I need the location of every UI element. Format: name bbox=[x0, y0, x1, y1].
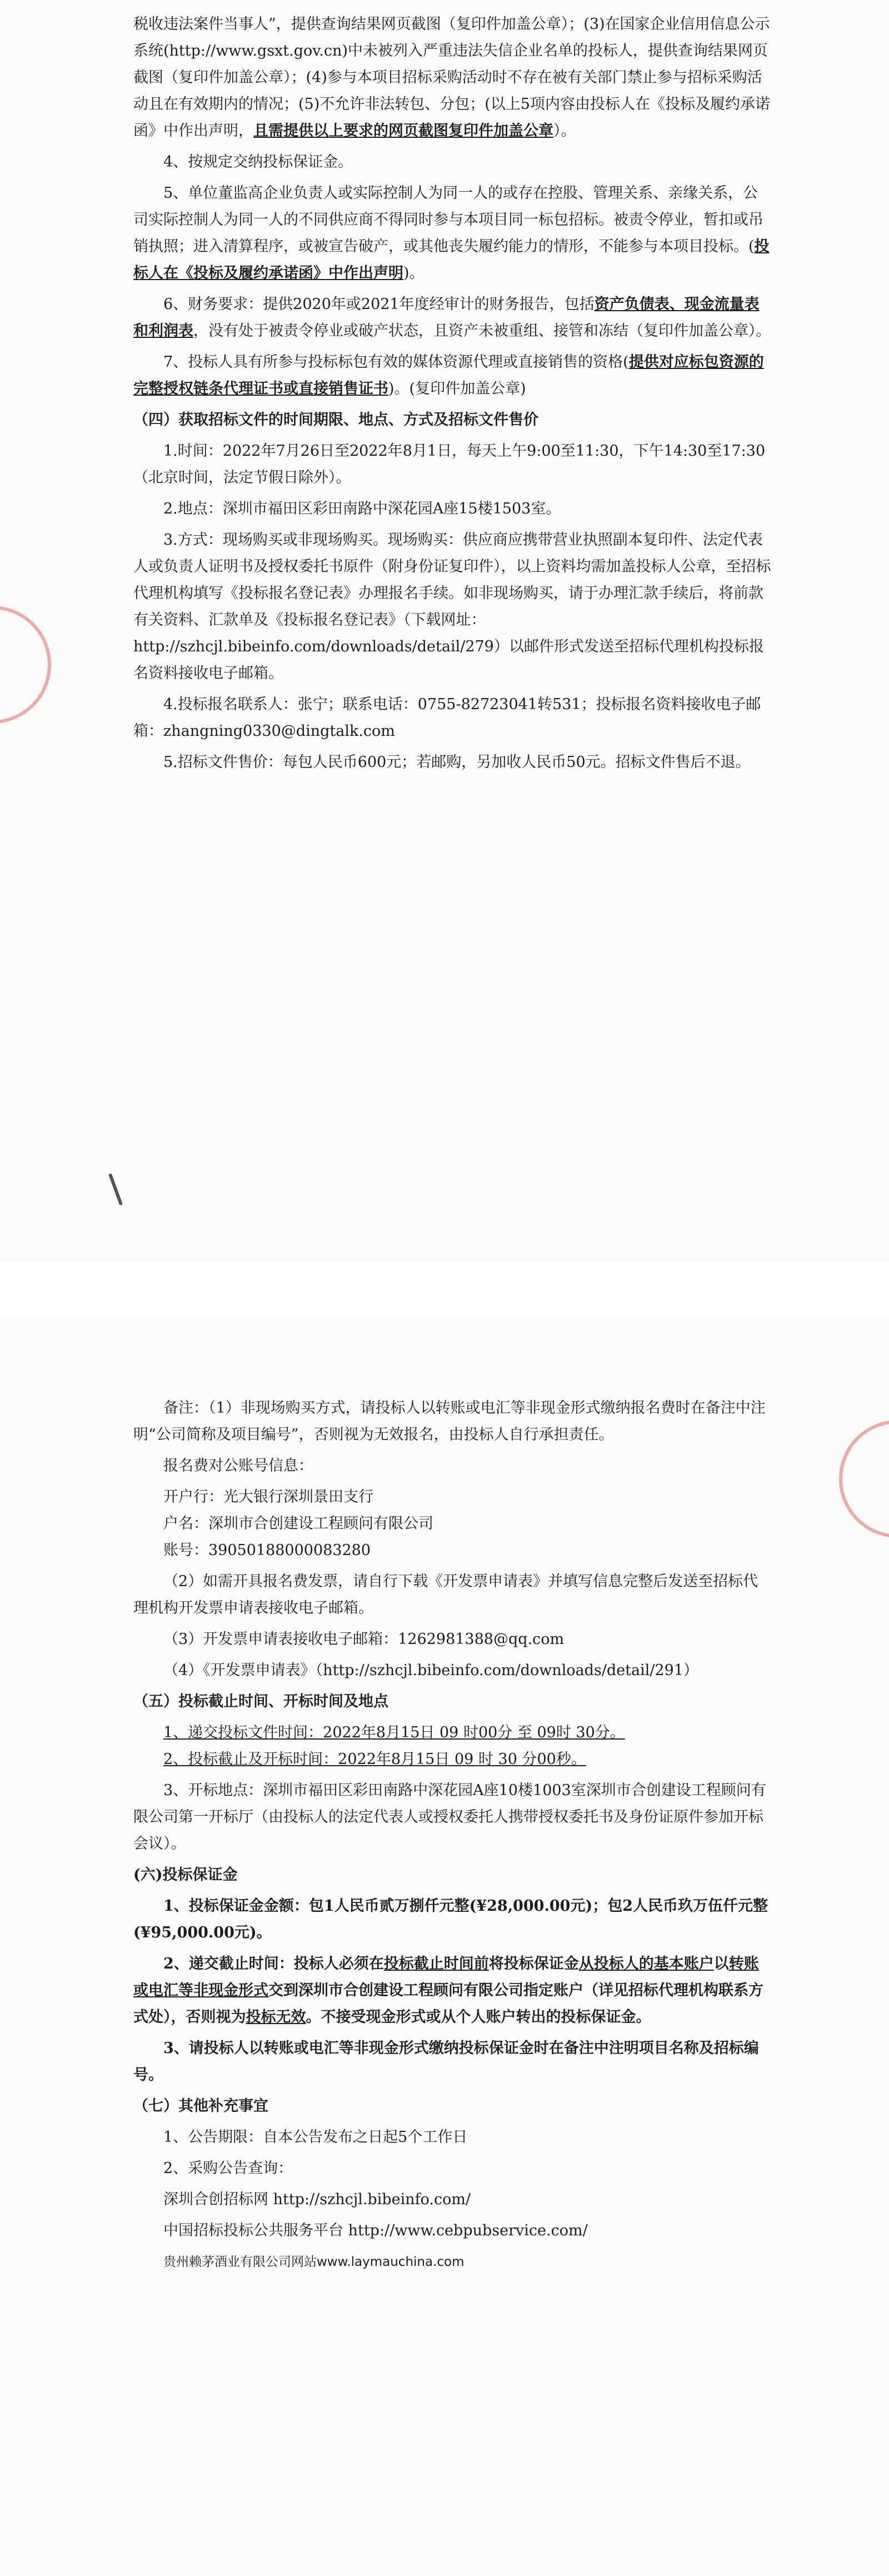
account-holder: 户名：深圳市合创建设工程顾问有限公司 bbox=[163, 1515, 433, 1532]
footer-watermark: 贵州赖茅酒业有限公司网站www.laymauchina.com bbox=[163, 2255, 465, 2269]
account-number: 账号：39050188000083280 bbox=[163, 1542, 371, 1559]
section-6-title: (六)投标保证金 bbox=[133, 1866, 238, 1884]
text-run: ）。 bbox=[553, 122, 576, 139]
s6-item-3: 3、请投标人以转账或电汇等非现金形式缴纳投标保证金时在备注中注明项目名称及招标编号。 bbox=[133, 2040, 759, 2084]
s5-item-2: 2、投标截止及开标时间：2022年8月15日 09 时 30 分00秒。 bbox=[163, 1751, 586, 1768]
text-run: 投标人在《投标及履约承诺函》中作出声明 bbox=[133, 238, 770, 282]
item-6 bbox=[133, 291, 772, 345]
text-run: 从投标人的基本账户 bbox=[578, 1955, 714, 1972]
item-7 bbox=[133, 349, 772, 402]
text-run: )。 bbox=[403, 265, 424, 282]
account-info-title: 报名费对公账号信息： bbox=[163, 1457, 313, 1474]
page1-content bbox=[133, 11, 772, 780]
invoice-note-4: （4）《开发票申请表》（http://szhcjl.bibeinfo.com/downloads/detail/291） bbox=[163, 1662, 699, 1679]
text-run: 提供对应标包资源的完整授权链条代理证书或直接销售证书 bbox=[133, 353, 764, 397]
page2-content bbox=[133, 1395, 772, 2280]
s7-item-2: 2、采购公告查询： bbox=[163, 2160, 293, 2177]
s6-item-1 bbox=[133, 1893, 772, 1946]
s4-item-5: 5.招标文件售价：每包人民币600元；若邮购，另加收人民币50元。招标文件售后不退。 bbox=[163, 754, 751, 771]
text-run: 2、递交截止时间：投标人必须在 bbox=[163, 1955, 384, 1972]
s7-item-1: 1、公告期限：自本公告发布之日起5个工作日 bbox=[163, 2129, 468, 2146]
text-run: 1、投标保证金金额：包1人民币贰万捌仟元整(¥28,000.00元)；包2人民币玖万伍仟元整(¥95,000.00元)。 bbox=[133, 1897, 768, 1941]
s4-item-3: 3.方式：现场购买或非现场购买。现场购买：供应商应携带营业执照副本复印件、法定代表人或负责人证明书及授权委托书原件（附身份证复印件），以上资料均需加盖投标人公章，至招标代理机构填写《投标报名登记表》办理报名手续。如非现场购买，请于办理汇款手续后，将前款有关资料、汇款单及《投标报名登记表》（下载网址：http://szhcjl.bibeinfo.com/downloads/detail/279）以邮件形式发送至招标代理机构投标报名资料接收电子邮箱。 bbox=[133, 531, 771, 682]
document-page-1 bbox=[0, 0, 889, 1262]
s4-item-1: 1.时间：2022年7月26日至2022年8月1日，每天上午9:00至11:30，下午14:30至17:30（北京时间，法定节假日除外）。 bbox=[133, 442, 766, 486]
text-run: 7、投标人具有所参与投标标包有效的媒体资源代理或直接销售的资格( bbox=[163, 353, 629, 371]
text-run: 。不接受现金形式或从个人账户转出的投标保证金。 bbox=[306, 2009, 651, 2026]
s4-item-2: 2.地点：深圳市福田区彩田南路中深花园A座15楼1503室。 bbox=[163, 500, 561, 517]
text-run: 投标截止时间前 bbox=[383, 1955, 489, 1972]
page-gap bbox=[0, 1262, 889, 1314]
s5-item-1: 1、递交投标文件时间：2022年8月15日 09 时00分 至 09时 30分。 bbox=[163, 1724, 625, 1741]
text-run: )。(复印件加盖公章) bbox=[388, 380, 526, 397]
section-7-title: （七）其他补充事宜 bbox=[133, 2097, 268, 2115]
text-run: 资产负债表、现金流量表和利润表 bbox=[133, 296, 760, 340]
text-run: 税收违法案件当事人”，提供查询结果网页截图（复印件加盖公章）；(3)在国家企业信用信息公示系统(http://www.gsxt.gov.cn)中未被列入严重违法失信企业名单的投标人，提供查询结果网页截图（复印件加盖公章）；(4)参与本项目招标采购活动时不存在被有关部门禁止参与招标采购活动且在有效期内的情况；(5)不允许非法转包、分包；(以上5项内容由投标人在《投标及履约承诺函》中作出声明， bbox=[133, 16, 770, 139]
item-5 bbox=[133, 180, 772, 287]
text-run: ，没有处于被责令停业或破产状态，且资产未被重组、接管和冻结（复印件加盖公章）。 bbox=[193, 322, 771, 340]
text-run: 6、财务要求：提供2020年或2021年度经审计的财务报告，包括 bbox=[163, 296, 595, 313]
bank-name: 开户行：光大银行深圳景田支行 bbox=[163, 1488, 373, 1506]
s6-item-2 bbox=[133, 1951, 772, 2031]
invoice-note-3: （3）开发票申请表接收电子邮箱：1262981388@qq.com bbox=[163, 1631, 565, 1648]
red-seal-stamp-right bbox=[839, 1420, 889, 1538]
red-seal-stamp-left bbox=[0, 606, 51, 724]
text-run: 5、单位董监高企业负责人或实际控制人为同一人的或存在控股、管理关系、亲缘关系，公司实际控制人为同一人的不同供应商不得同时参与本项目同一标包招标。被责令停业，暂扣或吊销执照；进入清算程序，或被宣告破产，或其他丧失履约能力的情形，不能参与本项目投标。( bbox=[133, 185, 763, 255]
site-link-1[interactable]: 深圳合创招标网 http://szhcjl.bibeinfo.com/ bbox=[163, 2191, 471, 2208]
text-run: 将投标保证金 bbox=[488, 1955, 579, 1972]
pen-mark bbox=[108, 1173, 123, 1205]
item-4: 4、按规定交纳投标保证金。 bbox=[163, 153, 353, 171]
site-link-2[interactable]: 中国招标投标公共服务平台 http://www.cebpubservice.com/ bbox=[163, 2222, 588, 2239]
s4-item-4: 4.投标报名联系人：张宁；联系电话：0755-82723041转531；投标报名资料接收电子邮箱：zhangning0330@dingtalk.com bbox=[133, 696, 761, 740]
document-page-2 bbox=[0, 1314, 889, 2576]
section-5-title: （五）投标截止时间、开标时间及地点 bbox=[133, 1693, 388, 1710]
invoice-note-2: （2）如需开具报名费发票，请自行下载《开发票申请表》并填写信息完整后发送至招标代理机构开发票申请表接收电子邮箱。 bbox=[133, 1573, 758, 1617]
text-run: 且需提供以上要求的网页截图复印件加盖公章 bbox=[253, 122, 553, 139]
text-run: 投标无效 bbox=[246, 2009, 306, 2026]
text-run: 转账或电汇等非现金形式 bbox=[133, 1955, 759, 1999]
registration-note: 备注：（1）非现场购买方式，请投标人以转账或电汇等非现金形式缴纳报名费时在备注中注明“公司简称及项目编号”，否则视为无效报名，由投标人自行承担责任。 bbox=[133, 1399, 766, 1443]
text-run: 以 bbox=[713, 1955, 729, 1972]
text-run: 交到深圳市合创建设工程顾问有限公司指定账户（详见招标代理机构联系方式处），否则视为 bbox=[133, 1982, 763, 2026]
s5-item-3: 3、开标地点：深圳市福田区彩田南路中深花园A座10楼1003室深圳市合创建设工程顾问有限公司第一开标厅（由投标人的法定代表人或授权委托人携带授权委托书及身份证原件参加开标会议）。 bbox=[133, 1782, 766, 1852]
qualification-para bbox=[133, 11, 772, 145]
section-4-title: （四）获取招标文件的时间期限、地点、方式及招标文件售价 bbox=[133, 411, 538, 428]
